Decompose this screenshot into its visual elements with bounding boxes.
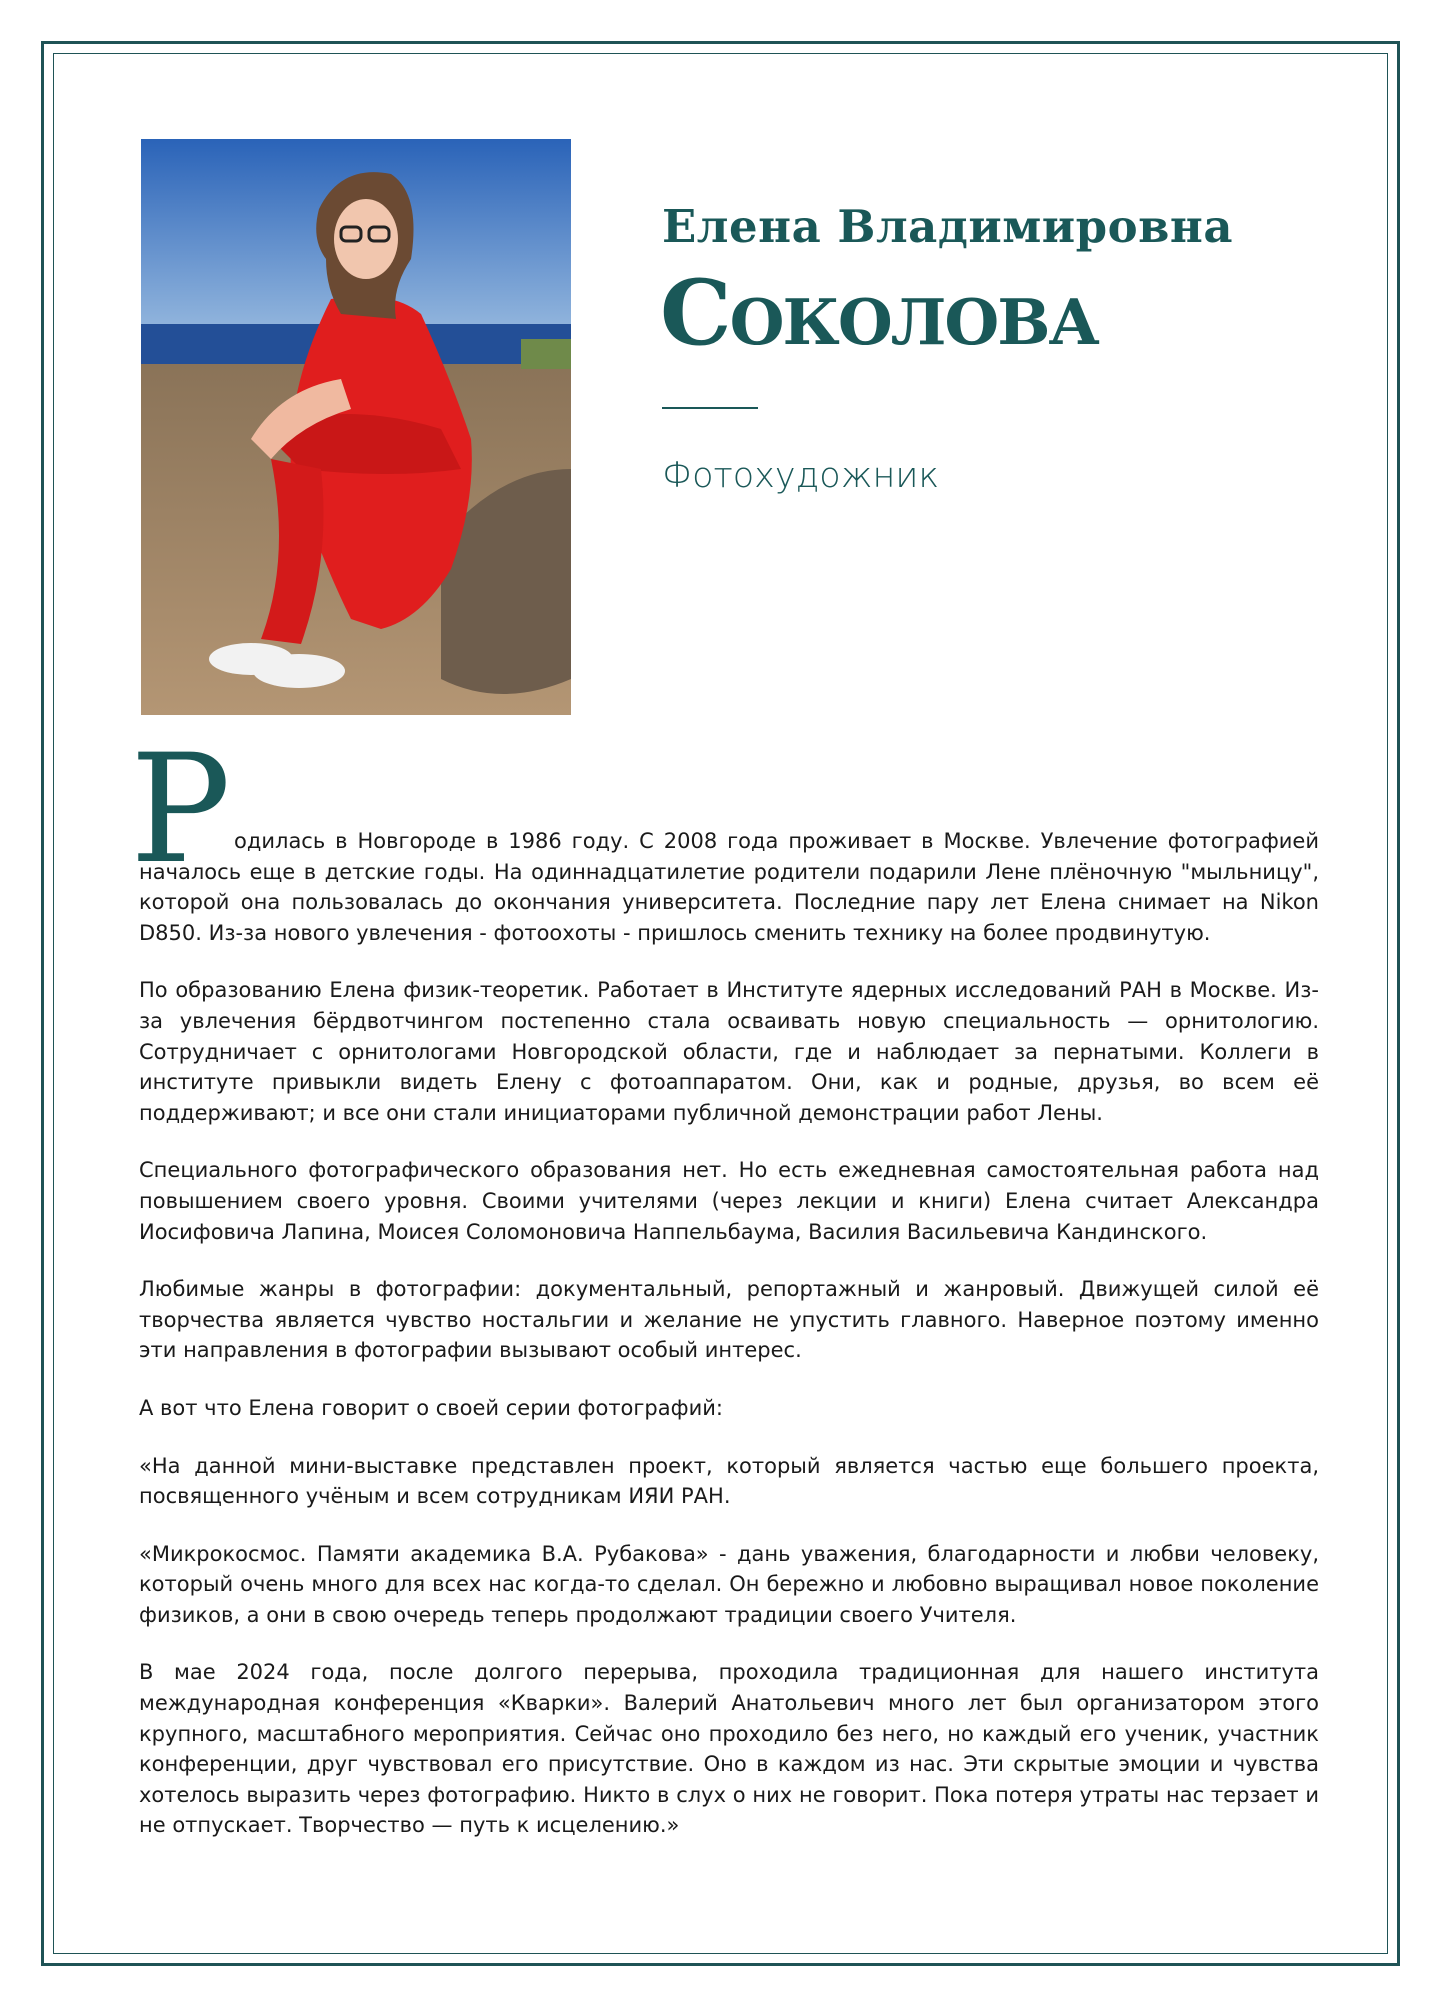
- bio-paragraph-4: Любимые жанры в фотографии: документальный, репортажный и жанровый. Движущей силой её творчества является чувство ностальгии и желание не упустить главного. Наверное поэтому именно эти направления в фотографии вызывают особый интерес.: [139, 1277, 1319, 1363]
- bio-paragraph-6: «На данной мини-выставке представлен проект, который является частью еще большего проекта, посвященного учёным и всем сотрудникам ИЯИ РАН.: [139, 1453, 1319, 1509]
- biography-text: [139, 826, 1319, 1868]
- title-divider: [662, 407, 758, 409]
- bio-paragraph-5: А вот что Елена говорит о своей серии фотографий:: [139, 1395, 723, 1420]
- bio-paragraph-2: По образованию Елена физик-теоретик. Работает в Институте ядерных исследований РАН в Москве. Из-за увлечения бёрдвотчингом постепенно стала осваивать новую специальность — орнитологию. Сотрудничает с орнитологами Новгородской области, где и наблюдает за пернатыми. Коллеги в институте привыкли видеть Елену с фотоаппаратом. Они, как и родные, друзья, во всем её поддерживают; и все они стали инициаторами публичной демонстрации работ Лены.: [139, 978, 1319, 1125]
- bio-paragraph-3: Специального фотографического образования нет. Но есть ежедневная самостоятельная работа над повышением своего уровня. Своими учителями (через лекции и книги) Елена считает Александра Иосифовича Лапина, Моисея Соломоновича Наппельбаума, Василия Васильевича Кандинского.: [139, 1158, 1319, 1244]
- artist-first-name: Елена Владимировна: [662, 200, 1234, 253]
- artist-profession: Фотохудожник: [662, 456, 940, 496]
- drop-cap-letter: Р: [130, 723, 231, 897]
- portrait-photo: [141, 139, 571, 715]
- artist-last-name: Соколова: [660, 260, 1098, 366]
- bio-paragraph-7: «Микрокосмос. Памяти академика В.А. Рубакова» - дань уважения, благодарности и любви человеку, который очень много для всех нас когда-то сделал. Он бережно и любовно выращивал новое поколение физиков, а они в свою очередь теперь продолжают традиции своего Учителя.: [139, 1541, 1319, 1627]
- bio-paragraph-8: В мае 2024 года, после долгого перерыва, проходила традиционная для нашего института международная конференция «Кварки». Валерий Анатольевич много лет был организатором этого крупного, масштабного мероприятия. Сейчас оно проходило без него, но каждый его ученик, участник конференции, друг чувствовал его присутствие. Оно в каждом из нас. Эти скрытые эмоции и чувства хотелось выразить через фотографию. Никто в слух о них не говорит. Пока потеря утраты нас терзает и не отпускает. Творчество — путь к исцелению.»: [139, 1660, 1319, 1838]
- bio-paragraph-1: одилась в Новгороде в 1986 году. С 2008 года проживает в Москве. Увлечение фотографией началось еще в детские годы. На одиннадцатилетие родители подарили Лене плёночную "мыльницу", которой она пользовалась до окончания университета. Последние пару лет Елена снимает на Nikon D850. Из-за нового увлечения - фотоохоты - пришлось сменить технику на более продвинутую.: [139, 829, 1319, 945]
